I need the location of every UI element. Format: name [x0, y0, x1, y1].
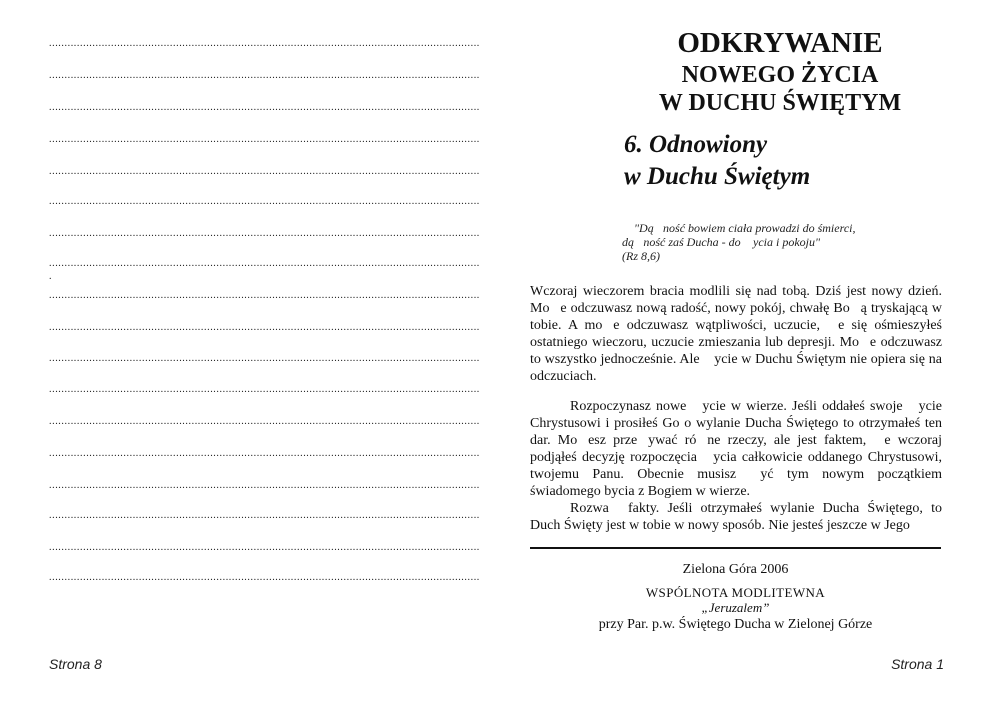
- writing-line: ...........................................................................................................................................: [49, 384, 480, 395]
- body-paragraph-3: Rozwa  fakty. Jeśli otrzymałeś wylanie Ducha Świętego, to Duch Święty jest w tobie w nowy sposób. Nie jesteś jeszcze w Jego: [530, 501, 942, 533]
- writing-line: ...........................................................................................................................................: [49, 258, 480, 269]
- title-line-2: NOWEGO ŻYCIA: [681, 62, 879, 88]
- writing-line: ...........................................................................................................................................: [49, 228, 480, 239]
- quote-line-1: "Dą ność bowiem ciała prowadzi do śmierci,: [634, 221, 856, 235]
- title-line-1: ODKRYWANIE: [677, 27, 883, 59]
- body-paragraph-1: Wczoraj wieczorem bracia modlili się nad tobą. Dziś jest nowy dzień. Mo e odczuwasz nową radość, nowy pokój, chwałę Bo ą tryskającą w tobie. A mo e odczuwasz wątpliwości, uczucie,  e się ośmieszyłeś ostatniego wieczoru, uczucie zmieszania lub depresji. Mo e odczuwasz to wszystko jednocześnie. Ale  ycie w Duchu Świętym nie opiera się na odczuciach.: [530, 284, 942, 384]
- writing-line: ...........................................................................................................................................: [49, 70, 480, 81]
- writing-line: ...........................................................................................................................................: [49, 166, 480, 177]
- writing-line: ...........................................................................................................................................: [49, 322, 480, 333]
- divider-rule: [530, 547, 941, 549]
- right-page: [496, 0, 992, 702]
- subtitle-line-1: 6. Odnowiony: [624, 131, 768, 158]
- place-year: Zielona Góra 2006: [682, 562, 789, 577]
- writing-line: ...........................................................................................................................................: [49, 134, 480, 145]
- subtitle-line-2: w Duchu Świętym: [624, 163, 811, 190]
- writing-line: ...........................................................................................................................................: [49, 290, 480, 301]
- community-label: WSPÓLNOTA MODLITEWNA: [645, 585, 826, 600]
- writing-line: ...........................................................................................................................................: [49, 510, 480, 521]
- parish-line: przy Par. p.w. Świętego Ducha w Zielonej Górze: [598, 617, 873, 632]
- stray-dot: .: [49, 271, 52, 282]
- writing-line: ...........................................................................................................................................: [49, 196, 480, 207]
- title-line-3: W DUCHU ŚWIĘTYM: [658, 90, 902, 116]
- quote-reference: (Rz 8,6): [622, 249, 660, 263]
- writing-line: ...........................................................................................................................................: [49, 102, 480, 113]
- writing-line: ...........................................................................................................................................: [49, 416, 480, 427]
- community-name: „Jeruzalem”: [701, 600, 770, 615]
- body-paragraph-2: Rozpoczynasz nowe  ycie w wierze. Jeśli oddałeś swoje  ycie Chrystusowi i prosiłeś Go o wylanie Ducha Świętego to otrzymałeś ten dar. Mo esz prze ywać ró ne rzeczy, ale jest faktem,  e wczoraj podjąłeś decyzję rozpoczęcia  ycia całkowicie oddanego Chrystusowi, twojemu Panu. Obecnie musisz  yć tym nowym początkiem świadomego bycia z Bogiem w wierze.: [530, 399, 942, 499]
- page-number-right: Strona 1: [891, 656, 944, 672]
- epigraph-quote: [622, 221, 922, 263]
- writing-line: ...........................................................................................................................................: [49, 448, 480, 459]
- quote-line-2: dą ność zaś Ducha - do  ycia i pokoju": [622, 235, 821, 249]
- page-number-left: Strona 8: [49, 656, 102, 672]
- writing-line: ...........................................................................................................................................: [49, 480, 480, 491]
- writing-line: ...........................................................................................................................................: [49, 38, 480, 49]
- writing-line: ...........................................................................................................................................: [49, 572, 480, 583]
- writing-line: ...........................................................................................................................................: [49, 542, 480, 553]
- writing-line: ...........................................................................................................................................: [49, 353, 480, 364]
